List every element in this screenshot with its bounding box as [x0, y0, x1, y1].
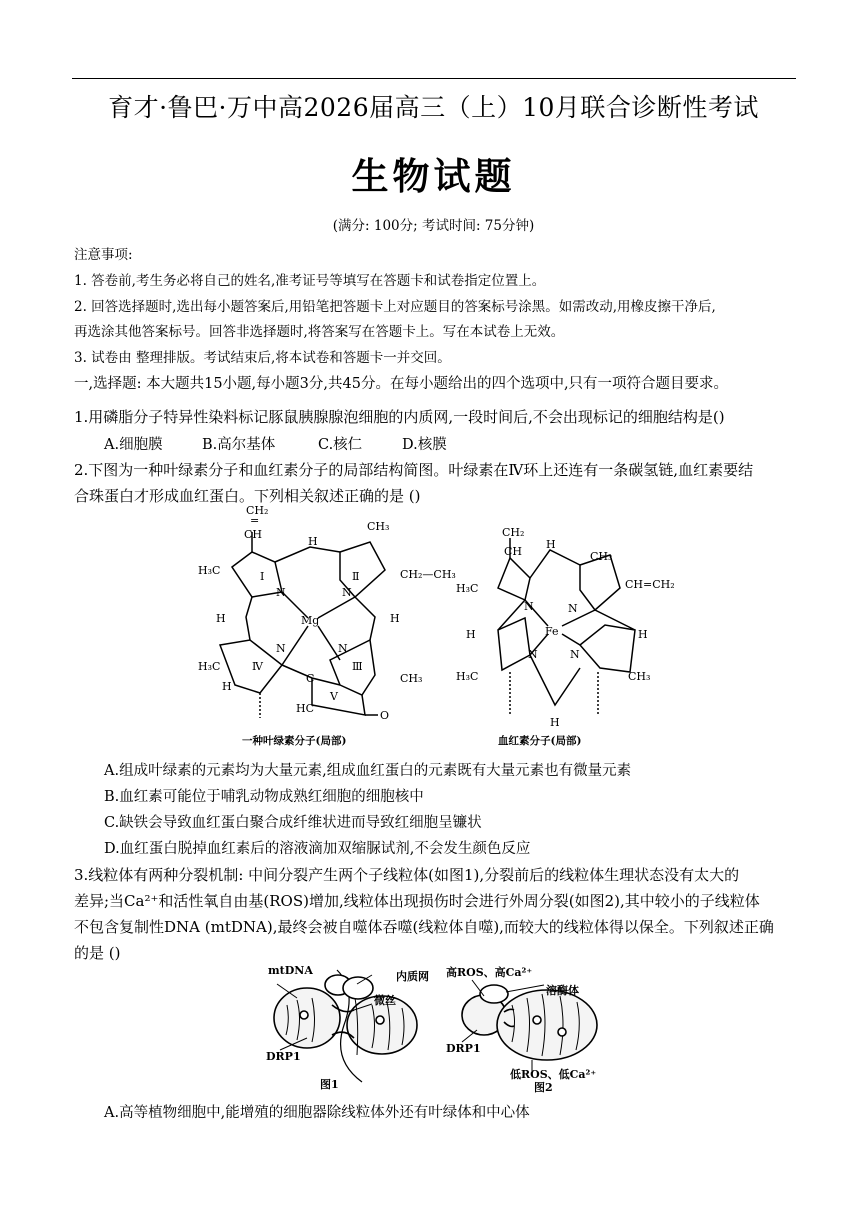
subject-title: 生物试题 — [351, 154, 516, 198]
label-n-d: N — [338, 642, 348, 655]
label-h-top: H — [308, 535, 318, 548]
label-ethyl: CH₂—CH₃ — [400, 568, 456, 581]
label-ring-2: Ⅱ — [352, 570, 360, 583]
label-ch2: CH₂ — [246, 504, 269, 517]
exam-title: 育才·鲁巴·万中高2026届高三（上）10月联合诊断性考试 — [108, 93, 759, 122]
q2-structure-figure — [180, 500, 700, 758]
q1-option-b: B.高尔基体 — [202, 437, 276, 453]
label-h3c-b: H₃C — [198, 660, 221, 673]
label-heme-h-right: H — [638, 628, 648, 641]
q3-mitochondria-figure — [262, 960, 612, 1095]
label-drp1-b: DRP1 — [446, 1042, 481, 1055]
q3-stem-line-4: 的是 () — [74, 944, 121, 962]
label-heme-ch3-a: CH₃ — [590, 550, 613, 563]
label-ch3-b: CH₃ — [400, 672, 423, 685]
label-eq: = — [250, 514, 260, 527]
label-heme-n-c: N — [528, 648, 538, 661]
label-ch3-a: CH₃ — [367, 520, 390, 533]
header-rule — [72, 78, 796, 79]
q3-stem-line-3: 不包含复制性DNA (mtDNA),最终会被自噬体吞噬(线粒体自噬),而较大的线粒体得以保全。下列叙述正确 — [74, 918, 774, 936]
label-ring-5: Ⅴ — [330, 690, 338, 703]
q2-stem-line-1: 2.下图为一种叶绿素分子和血红素分子的局部结构简图。叶绿素在Ⅳ环上还连有一条碳氢链,血红素要结 — [74, 461, 754, 479]
label-fe: Fe — [545, 625, 559, 638]
label-heme-n-a: N — [524, 600, 534, 613]
label-high-ros: 高ROS、高Ca²⁺ — [446, 966, 533, 979]
notice-item-2-line-2: 再选涂其他答案标号。回答非选择题时,将答案写在答题卡上。写在本试卷上无效。 — [74, 324, 565, 340]
label-heme-h3c-a: H₃C — [456, 582, 479, 595]
label-ring-3: Ⅲ — [352, 660, 363, 673]
label-heme-vinyl: CH=CH₂ — [625, 578, 675, 591]
q2-option-a: A.组成叶绿素的元素均为大量元素,组成血红蛋白的元素既有大量元素也有微量元素 — [104, 763, 632, 779]
label-h-left: H — [216, 612, 226, 625]
q2-option-b: B.血红素可能位于哺乳动物成熟红细胞的细胞核中 — [104, 789, 424, 805]
label-lysosome: 溶酶体 — [546, 984, 579, 997]
q1-option-a: A.细胞膜 — [104, 437, 163, 453]
q2-option-d: D.血红蛋白脱掉血红素后的溶液滴加双缩脲试剂,不会发生颜色反应 — [104, 841, 531, 857]
chlorophyll-caption: 一种叶绿素分子(局部) — [242, 735, 347, 747]
label-c: C — [306, 672, 315, 685]
notice-item-1: 1. 答卷前,考生务必将自己的姓名,准考证号等填写在答题卡和试卷指定位置上。 — [74, 273, 546, 289]
label-fig1: 图1 — [320, 1078, 339, 1091]
label-n-b: N — [342, 586, 352, 599]
q2-option-c: C.缺铁会导致血红蛋白聚合成纤维状进而导致红细胞呈镰状 — [104, 815, 482, 831]
notice-item-2-line-1: 2. 回答选择题时,选出每小题答案后,用铅笔把答题卡上对应题目的答案标号涂黑。如需改动,用橡皮擦干净后, — [74, 299, 716, 315]
label-heme-h-top: H — [546, 538, 556, 551]
exam-meta: (满分: 100分; 考试时间: 75分钟) — [332, 218, 535, 234]
q1-option-c: C.核仁 — [318, 437, 363, 453]
label-ring-4: Ⅳ — [252, 660, 263, 673]
label-n-a: N — [276, 586, 286, 599]
label-fig2: 图2 — [534, 1081, 553, 1094]
q3-stem-line-1: 3.线粒体有两种分裂机制: 中间分裂产生两个子线粒体(如图1),分裂前后的线粒体生理状态没有太大的 — [74, 866, 740, 884]
label-ch: CH — [244, 528, 263, 541]
label-heme-h-left: H — [466, 628, 476, 641]
label-microfilament: 微丝 — [374, 994, 396, 1007]
q1-option-d: D.核膜 — [402, 437, 447, 453]
label-heme-ch2: CH₂ — [502, 526, 525, 539]
label-heme-h3c-b: H₃C — [456, 670, 479, 683]
heme-caption: 血红素分子(局部) — [498, 735, 582, 747]
q3-stem-line-2: 差异;当Ca²⁺和活性氧自由基(ROS)增加,线粒体出现损伤时会进行外周分裂(如图2),其中较小的子线粒体 — [74, 892, 760, 910]
label-heme-h-bottom: H — [550, 716, 560, 729]
label-hc: HC — [296, 702, 315, 715]
label-h-bottom: H — [222, 680, 232, 693]
section-heading: 一,选择题: 本大题共15小题,每小题3分,共45分。在每小题给出的四个选项中,只有一项符合题目要求。 — [74, 376, 729, 392]
label-ring-1: Ⅰ — [260, 570, 265, 583]
q1-stem: 1.用磷脂分子特异性染料标记豚鼠胰腺腺泡细胞的内质网,一段时间后,不会出现标记的细胞结构是() — [74, 408, 725, 426]
notice-heading: 注意事项: — [74, 247, 133, 263]
label-heme-n-b: N — [568, 602, 578, 615]
label-o: O — [380, 709, 390, 722]
label-low-ros: 低ROS、低Ca²⁺ — [510, 1068, 597, 1081]
label-n-c: N — [276, 642, 286, 655]
q2-stem-line-2: 合珠蛋白才形成血红蛋白。下列相关叙述正确的是 () — [74, 487, 421, 505]
label-h-right: H — [390, 612, 400, 625]
label-er: 内质网 — [396, 970, 429, 983]
label-mg: Mg — [301, 614, 320, 627]
label-mtdna: mtDNA — [268, 964, 313, 977]
q3-option-a: A.高等植物细胞中,能增殖的细胞器除线粒体外还有叶绿体和中心体 — [104, 1105, 530, 1121]
label-drp1-a: DRP1 — [266, 1050, 301, 1063]
label-heme-n-d: N — [570, 648, 580, 661]
label-h3c-a: H₃C — [198, 564, 221, 577]
label-heme-ch3-b: CH₃ — [628, 670, 651, 683]
notice-item-3: 3. 试卷由 整理排版。考试结束后,将本试卷和答题卡一并交回。 — [74, 350, 451, 366]
label-heme-ch: CH — [504, 545, 523, 558]
